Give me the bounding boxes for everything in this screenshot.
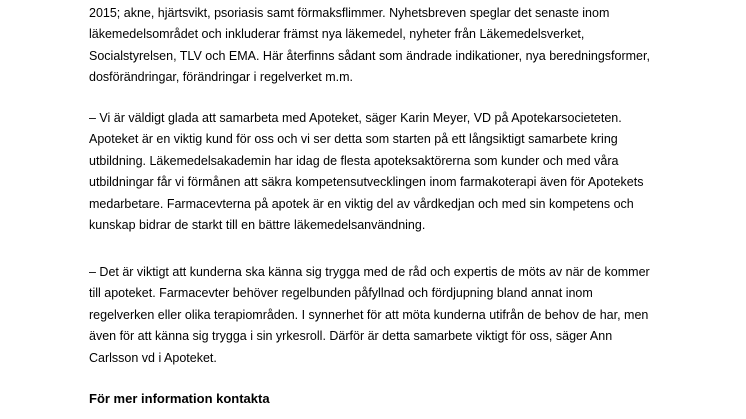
contact-heading: För mer information kontakta (89, 391, 270, 406)
text-line: medarbetare. Farmacevterna på apotek är en viktig del av vårdkedjan och med sin kompetens och (89, 196, 634, 211)
text-line: – Det är viktigt att kunderna ska känna sig trygga med de råd och expertis de möts av när de kommer (89, 265, 650, 279)
text-line: Socialstyrelsen, TLV och EMA. Här återfinns sådant som ändrade indikationer, nya beredningsformer, (89, 48, 650, 63)
paragraph-newsletter-content (89, 3, 689, 89)
paragraph-karin-meyer-quote (89, 108, 689, 236)
paragraph-ann-carlsson-quote (89, 262, 689, 369)
text-line: dosförändringar, förändringar i regelverket m.m. (89, 70, 354, 85)
text-line: läkemedelsområdet och inkluderar främst nya läkemedel, nyheter från Läkemedelsverket, (89, 27, 585, 42)
text-line: även för att känna sig trygga i sin yrkesroll. Därför är detta samarbete viktigt för oss, säger Ann (89, 329, 613, 344)
text-line: – Vi är väldigt glada att samarbeta med Apoteket, säger Karin Meyer, VD på Apotekarsocieteten. (89, 111, 622, 125)
text-line: till apoteket. Farmacevter behöver regelbunden påfyllnad och fördjupning bland annat inom (89, 286, 593, 301)
text-line: Carlsson vd i Apoteket. (89, 350, 217, 365)
text-line: Apoteket är en viktig kund för oss och vi ser detta som starten på ett långsiktigt samarbete kring (89, 132, 618, 147)
text-line: utbildningar får vi förmånen att säkra kompetensutvecklingen inom farmakoterapi även för Apotekets (89, 175, 644, 190)
text-line: regelverken eller olika terapiområden. I synnerhet för att möta kunderna utifrån de behov de har, men (89, 307, 649, 322)
text-line: 2015; akne, hjärtsvikt, psoriasis samt förmaksflimmer. Nyhetsbreven speglar det senaste inom (89, 6, 610, 20)
text-line: kunskap bidrar de starkt till en bättre läkemedelsanvändning. (89, 218, 426, 233)
text-line: utbildning. Läkemedelsakademin har idag de flesta apoteksaktörerna som kunder och med våra (89, 153, 619, 168)
